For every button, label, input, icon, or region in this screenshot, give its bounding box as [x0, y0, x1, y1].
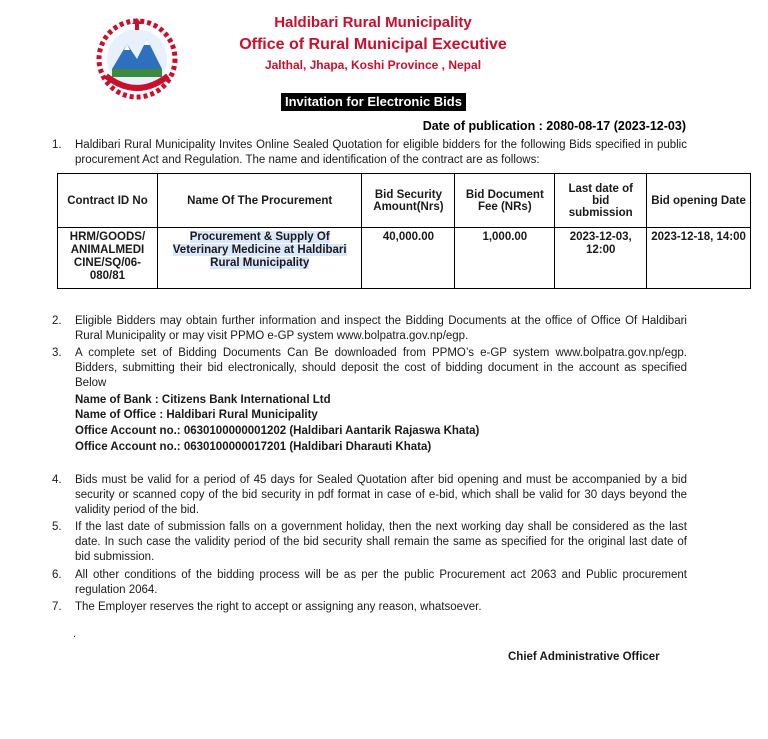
office-name: Office of Rural Municipal Executive	[239, 36, 507, 53]
item-text: Bids must be valid for a period of 45 days for Sealed Quotation after bid opening and must be accompanied by a bid security or scanned copy of the bid security in pdf format in case of e-bid, which shall be valid for 30 days beyond the validity period of the bid.	[75, 474, 687, 516]
stray-dot: .	[73, 628, 77, 640]
contract-id-cell: HRM/GOODS/ ANIMALMEDI CINE/SQ/06- 080/81	[58, 228, 158, 289]
contract-table	[57, 173, 751, 289]
last-date-cell: 2023-12-03, 12:00	[555, 228, 647, 289]
signature-title: Chief Administrative Officer	[508, 651, 660, 663]
item-number: 1.	[52, 139, 62, 151]
item-text: If the last date of submission falls on a government holiday, then the next working day shall be considered as the last date. In such case the validity period of the bid security shall remain the same as specified for the original last date of bid submission.	[75, 521, 687, 563]
item-number: 7.	[52, 601, 62, 613]
notice-title: Invitation for Electronic Bids	[281, 93, 466, 111]
column-header: Contract ID No	[58, 174, 158, 228]
nepal-emblem-logo	[92, 14, 182, 104]
table-row	[58, 228, 751, 289]
item-number: 6.	[52, 569, 62, 581]
column-header: Name Of The Procurement	[157, 174, 362, 228]
opening-date-cell: 2023-12-18, 14:00	[647, 228, 751, 289]
table-header-row	[58, 174, 751, 228]
item-number: 2.	[52, 315, 62, 327]
item-text: Eligible Bidders may obtain further information and inspect the Bidding Documents at the office of Office Of Haldibari Rural Municipality or may visit PPMO e-GP system www.bolpatra.gov.np/egp.	[75, 315, 687, 342]
column-header: Bid opening Date	[647, 174, 751, 228]
publication-date: Date of publication : 2080-08-17 (2023-12-03)	[422, 119, 686, 133]
column-header: Bid Document Fee (NRs)	[455, 174, 555, 228]
procurement-name: Procurement & Supply Of Veterinary Medicine at Haldibari Rural Municipality	[172, 231, 347, 269]
municipality-name: Haldibari Rural Municipality	[274, 14, 472, 31]
office-address: Jalthal, Jhapa, Koshi Province , Nepal	[264, 58, 482, 72]
item-number: 3.	[52, 347, 62, 359]
item-text: Haldibari Rural Municipality Invites Online Sealed Quotation for eligible bidders for the following Bids specified in public procurement Act and Regulation. The name and identification of the contract are as follows:	[75, 139, 687, 166]
item-text: A complete set of Bidding Documents Can Be downloaded from PPMO’s e-GP system www.bolpatra.gov.np/egp. Bidders, submitting their bid electronically, should deposit the cost of bidding document in the account as specified Below	[75, 347, 687, 389]
procurement-name-cell	[157, 228, 362, 289]
column-header: Last date of bid submission	[555, 174, 647, 228]
document-fee-cell: 1,000.00	[455, 228, 555, 289]
office-name-line: Name of Office : Haldibari Rural Municipality	[75, 409, 318, 421]
item-text: All other conditions of the bidding process will be as per the public Procurement act 2063 and Public procurement regulation 2064.	[75, 569, 687, 596]
item-text: The Employer reserves the right to accept or assigning any reason, whatsoever.	[75, 601, 482, 613]
item-number: 5.	[52, 521, 62, 533]
account-number-1: Office Account no.: 0630100000001202 (Haldibari Aantarik Rajaswa Khata)	[75, 425, 480, 437]
account-number-2: Office Account no.: 0630100000017201 (Haldibari Dharauti Khata)	[75, 441, 432, 453]
bank-name: Name of Bank : Citizens Bank International Ltd	[75, 394, 331, 406]
column-header: Bid Security Amount(Nrs)	[362, 174, 455, 228]
bid-security-cell: 40,000.00	[362, 228, 455, 289]
item-number: 4.	[52, 474, 62, 486]
